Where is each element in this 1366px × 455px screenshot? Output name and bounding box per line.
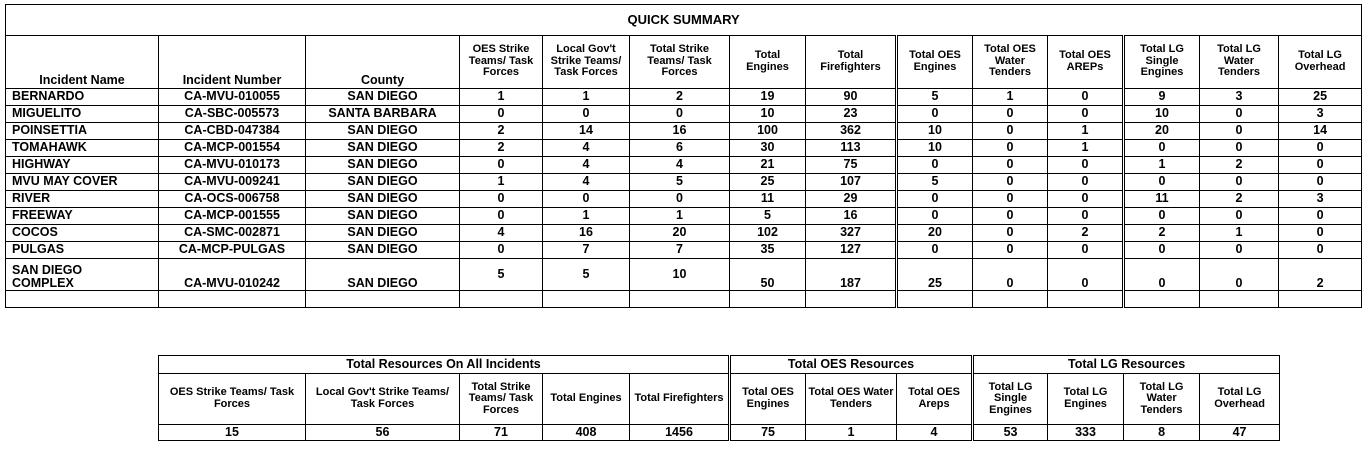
total-strike-teams-cell: 10 bbox=[630, 259, 730, 291]
table-row bbox=[6, 191, 1362, 208]
total-lg-single-engines-cell: 0 bbox=[1124, 259, 1200, 291]
local-gov-strike-teams-cell: 14 bbox=[543, 123, 630, 140]
total-strike-teams-cell: 6 bbox=[630, 140, 730, 157]
total-firefighters-cell: 23 bbox=[806, 106, 897, 123]
table-row bbox=[6, 123, 1362, 140]
incident-number-cell: CA-MVU-009241 bbox=[159, 174, 306, 191]
total-oes-water-tenders-cell: 0 bbox=[973, 225, 1048, 242]
local-gov-strike-teams-cell: 5 bbox=[543, 259, 630, 291]
total-engines-cell: 50 bbox=[730, 259, 806, 291]
total-engines-cell: 100 bbox=[730, 123, 806, 140]
county-cell: SAN DIEGO bbox=[306, 225, 460, 242]
total-oes-areps-cell: 1 bbox=[1048, 123, 1124, 140]
total-firefighters-cell: 127 bbox=[806, 242, 897, 259]
total-firefighters-cell: 362 bbox=[806, 123, 897, 140]
local-gov-strike-teams-cell: 16 bbox=[543, 225, 630, 242]
total-oes-areps-cell: 0 bbox=[1048, 89, 1124, 106]
incident-number-cell: CA-MCP-001555 bbox=[159, 208, 306, 225]
total-engines-cell: 25 bbox=[730, 174, 806, 191]
total-lg-water-tenders-cell: 3 bbox=[1200, 89, 1279, 106]
totals-oes-engines: 75 bbox=[730, 425, 806, 441]
total-oes-water-tenders-cell: 0 bbox=[973, 157, 1048, 174]
total-strike-teams-cell: 5 bbox=[630, 174, 730, 191]
oes-strike-teams-cell: 0 bbox=[460, 157, 543, 174]
total-oes-areps-cell: 0 bbox=[1048, 259, 1124, 291]
total-oes-water-tenders-cell: 0 bbox=[973, 106, 1048, 123]
total-lg-overhead-cell: 0 bbox=[1279, 140, 1362, 157]
total-oes-engines-cell: 5 bbox=[897, 174, 973, 191]
col-total-engines: Total Engines bbox=[730, 36, 806, 89]
incident-name-cell: POINSETTIA bbox=[6, 123, 159, 140]
summary-header-row bbox=[6, 36, 1362, 89]
table-row bbox=[6, 106, 1362, 123]
col-total-oes-areps: Total OES AREPs bbox=[1048, 36, 1124, 89]
incident-number-cell: CA-CBD-047384 bbox=[159, 123, 306, 140]
oes-strike-teams-cell: 2 bbox=[460, 140, 543, 157]
col-total-oes-water-tenders: Total OES Water Tenders bbox=[973, 36, 1048, 89]
incident-number-cell: CA-SBC-005573 bbox=[159, 106, 306, 123]
total-oes-water-tenders-cell: 0 bbox=[973, 259, 1048, 291]
total-oes-water-tenders-cell: 0 bbox=[973, 208, 1048, 225]
total-firefighters-cell: 327 bbox=[806, 225, 897, 242]
oes-strike-teams-cell: 0 bbox=[460, 191, 543, 208]
county-cell: SAN DIEGO bbox=[306, 89, 460, 106]
total-firefighters-cell: 29 bbox=[806, 191, 897, 208]
total-strike-teams-cell: 1 bbox=[630, 208, 730, 225]
total-engines-cell: 35 bbox=[730, 242, 806, 259]
totals-col-oes-water-tenders: Total OES Water Tenders bbox=[806, 374, 897, 425]
totals-col-lg-single-engines: Total LG Single Engines bbox=[973, 374, 1048, 425]
total-oes-engines-cell: 25 bbox=[897, 259, 973, 291]
total-oes-engines-cell: 0 bbox=[897, 208, 973, 225]
total-oes-engines-cell: 10 bbox=[897, 140, 973, 157]
total-lg-water-tenders-cell: 0 bbox=[1200, 174, 1279, 191]
total-lg-overhead-cell: 3 bbox=[1279, 191, 1362, 208]
incident-name-cell: MVU MAY COVER bbox=[6, 174, 159, 191]
incident-name-cell: MIGUELITO bbox=[6, 106, 159, 123]
totals-col-lg-engines: Total LG Engines bbox=[1048, 374, 1124, 425]
totals-lg-overhead: 47 bbox=[1200, 425, 1280, 441]
local-gov-strike-teams-cell: 0 bbox=[543, 191, 630, 208]
totals-table bbox=[158, 355, 1280, 441]
oes-strike-teams-cell: 0 bbox=[460, 106, 543, 123]
total-lg-overhead-cell: 0 bbox=[1279, 208, 1362, 225]
group-oes-resources: Total OES Resources bbox=[730, 356, 973, 374]
table-row bbox=[6, 259, 1362, 291]
total-strike-teams-cell: 4 bbox=[630, 157, 730, 174]
total-lg-single-engines-cell: 0 bbox=[1124, 208, 1200, 225]
totals-total-engines: 408 bbox=[543, 425, 630, 441]
oes-strike-teams-cell: 4 bbox=[460, 225, 543, 242]
county-cell: SAN DIEGO bbox=[306, 191, 460, 208]
col-total-firefighters: Total Firefighters bbox=[806, 36, 897, 89]
total-oes-engines-cell: 0 bbox=[897, 157, 973, 174]
total-lg-single-engines-cell: 11 bbox=[1124, 191, 1200, 208]
total-oes-engines-cell: 20 bbox=[897, 225, 973, 242]
total-engines-cell: 5 bbox=[730, 208, 806, 225]
total-engines-cell: 21 bbox=[730, 157, 806, 174]
total-strike-teams-cell: 16 bbox=[630, 123, 730, 140]
group-lg-resources: Total LG Resources bbox=[973, 356, 1280, 374]
total-oes-water-tenders-cell: 0 bbox=[973, 140, 1048, 157]
total-lg-water-tenders-cell: 1 bbox=[1200, 225, 1279, 242]
oes-strike-teams-cell: 0 bbox=[460, 242, 543, 259]
total-oes-engines-cell: 0 bbox=[897, 191, 973, 208]
local-gov-strike-teams-cell: 1 bbox=[543, 89, 630, 106]
total-lg-water-tenders-cell: 0 bbox=[1200, 259, 1279, 291]
total-lg-overhead-cell: 14 bbox=[1279, 123, 1362, 140]
table-row bbox=[6, 174, 1362, 191]
county-cell: SAN DIEGO bbox=[306, 259, 460, 291]
total-oes-engines-cell: 10 bbox=[897, 123, 973, 140]
totals-col-lg-water-tenders: Total LG Water Tenders bbox=[1124, 374, 1200, 425]
oes-strike-teams-cell: 0 bbox=[460, 208, 543, 225]
incident-number-cell: CA-SMC-002871 bbox=[159, 225, 306, 242]
totals-col-total-engines: Total Engines bbox=[543, 374, 630, 425]
incident-name-cell: RIVER bbox=[6, 191, 159, 208]
totals-lg-water-tenders: 8 bbox=[1124, 425, 1200, 441]
total-lg-single-engines-cell: 0 bbox=[1124, 140, 1200, 157]
total-firefighters-cell: 75 bbox=[806, 157, 897, 174]
oes-strike-teams-cell: 1 bbox=[460, 89, 543, 106]
total-oes-water-tenders-cell: 0 bbox=[973, 242, 1048, 259]
oes-strike-teams-cell: 5 bbox=[460, 259, 543, 291]
total-oes-areps-cell: 0 bbox=[1048, 174, 1124, 191]
incident-name-cell: TOMAHAWK bbox=[6, 140, 159, 157]
total-lg-single-engines-cell: 9 bbox=[1124, 89, 1200, 106]
total-strike-teams-cell: 2 bbox=[630, 89, 730, 106]
total-lg-overhead-cell: 25 bbox=[1279, 89, 1362, 106]
total-lg-single-engines-cell: 0 bbox=[1124, 174, 1200, 191]
totals-col-total-firefighters: Total Firefighters bbox=[630, 374, 730, 425]
empty-row bbox=[6, 291, 1362, 308]
total-strike-teams-cell: 0 bbox=[630, 106, 730, 123]
total-strike-teams-cell: 7 bbox=[630, 242, 730, 259]
total-oes-areps-cell: 0 bbox=[1048, 208, 1124, 225]
local-gov-strike-teams-cell: 0 bbox=[543, 106, 630, 123]
totals-local-gov-strike-teams: 56 bbox=[306, 425, 460, 441]
incident-name-cell: SAN DIEGO COMPLEX bbox=[6, 259, 159, 291]
col-county: County bbox=[306, 36, 460, 89]
total-oes-engines-cell: 0 bbox=[897, 242, 973, 259]
totals-lg-engines: 333 bbox=[1048, 425, 1124, 441]
total-lg-water-tenders-cell: 2 bbox=[1200, 191, 1279, 208]
total-lg-overhead-cell: 0 bbox=[1279, 174, 1362, 191]
total-engines-cell: 10 bbox=[730, 106, 806, 123]
total-oes-areps-cell: 0 bbox=[1048, 157, 1124, 174]
incident-number-cell: CA-MCP-001554 bbox=[159, 140, 306, 157]
county-cell: SAN DIEGO bbox=[306, 208, 460, 225]
totals-oes-water-tenders: 1 bbox=[806, 425, 897, 441]
total-oes-water-tenders-cell: 0 bbox=[973, 191, 1048, 208]
total-strike-teams-cell: 20 bbox=[630, 225, 730, 242]
total-lg-water-tenders-cell: 0 bbox=[1200, 242, 1279, 259]
totals-col-oes-strike-teams: OES Strike Teams/ Task Forces bbox=[159, 374, 306, 425]
total-firefighters-cell: 16 bbox=[806, 208, 897, 225]
total-oes-areps-cell: 0 bbox=[1048, 242, 1124, 259]
col-oes-strike-teams: OES Strike Teams/ Task Forces bbox=[460, 36, 543, 89]
total-lg-water-tenders-cell: 0 bbox=[1200, 208, 1279, 225]
local-gov-strike-teams-cell: 1 bbox=[543, 208, 630, 225]
oes-strike-teams-cell: 1 bbox=[460, 174, 543, 191]
local-gov-strike-teams-cell: 4 bbox=[543, 174, 630, 191]
local-gov-strike-teams-cell: 4 bbox=[543, 157, 630, 174]
county-cell: SAN DIEGO bbox=[306, 140, 460, 157]
incident-name-cell: HIGHWAY bbox=[6, 157, 159, 174]
county-cell: SAN DIEGO bbox=[306, 242, 460, 259]
county-cell: SAN DIEGO bbox=[306, 123, 460, 140]
incident-number-cell: CA-MVU-010173 bbox=[159, 157, 306, 174]
incident-name-cell: FREEWAY bbox=[6, 208, 159, 225]
totals-col-oes-engines: Total OES Engines bbox=[730, 374, 806, 425]
total-engines-cell: 102 bbox=[730, 225, 806, 242]
totals-header-row bbox=[159, 374, 1280, 425]
col-total-oes-engines: Total OES Engines bbox=[897, 36, 973, 89]
total-engines-cell: 30 bbox=[730, 140, 806, 157]
total-lg-water-tenders-cell: 2 bbox=[1200, 157, 1279, 174]
total-firefighters-cell: 187 bbox=[806, 259, 897, 291]
table-row bbox=[6, 208, 1362, 225]
table-row bbox=[6, 225, 1362, 242]
county-cell: SANTA BARBARA bbox=[306, 106, 460, 123]
table-row bbox=[6, 140, 1362, 157]
total-oes-engines-cell: 0 bbox=[897, 106, 973, 123]
incident-number-cell: CA-MCP-PULGAS bbox=[159, 242, 306, 259]
totals-total-strike-teams: 71 bbox=[460, 425, 543, 441]
totals-col-total-strike-teams: Total Strike Teams/ Task Forces bbox=[460, 374, 543, 425]
total-firefighters-cell: 90 bbox=[806, 89, 897, 106]
total-firefighters-cell: 113 bbox=[806, 140, 897, 157]
total-lg-overhead-cell: 0 bbox=[1279, 242, 1362, 259]
quick-summary-title: QUICK SUMMARY bbox=[6, 5, 1362, 36]
total-lg-water-tenders-cell: 0 bbox=[1200, 140, 1279, 157]
total-lg-single-engines-cell: 0 bbox=[1124, 242, 1200, 259]
total-oes-areps-cell: 1 bbox=[1048, 140, 1124, 157]
incident-name-cell: BERNARDO bbox=[6, 89, 159, 106]
col-total-lg-overhead: Total LG Overhead bbox=[1279, 36, 1362, 89]
quick-summary-table bbox=[5, 4, 1362, 308]
col-incident-number: Incident Number bbox=[159, 36, 306, 89]
total-oes-water-tenders-cell: 1 bbox=[973, 89, 1048, 106]
totals-col-oes-areps: Total OES Areps bbox=[897, 374, 973, 425]
total-lg-overhead-cell: 0 bbox=[1279, 157, 1362, 174]
col-local-gov-strike-teams: Local Gov't Strike Teams/ Task Forces bbox=[543, 36, 630, 89]
totals-total-firefighters: 1456 bbox=[630, 425, 730, 441]
totals-col-lg-overhead: Total LG Overhead bbox=[1200, 374, 1280, 425]
county-cell: SAN DIEGO bbox=[306, 174, 460, 191]
group-all-incidents: Total Resources On All Incidents bbox=[159, 356, 730, 374]
table-row bbox=[6, 157, 1362, 174]
total-oes-areps-cell: 0 bbox=[1048, 106, 1124, 123]
total-lg-overhead-cell: 2 bbox=[1279, 259, 1362, 291]
total-lg-single-engines-cell: 1 bbox=[1124, 157, 1200, 174]
total-lg-overhead-cell: 0 bbox=[1279, 225, 1362, 242]
total-oes-water-tenders-cell: 0 bbox=[973, 123, 1048, 140]
col-total-lg-water-tenders: Total LG Water Tenders bbox=[1200, 36, 1279, 89]
totals-col-local-gov-strike-teams: Local Gov't Strike Teams/ Task Forces bbox=[306, 374, 460, 425]
total-oes-engines-cell: 5 bbox=[897, 89, 973, 106]
total-engines-cell: 19 bbox=[730, 89, 806, 106]
table-row bbox=[6, 89, 1362, 106]
total-lg-single-engines-cell: 2 bbox=[1124, 225, 1200, 242]
total-engines-cell: 11 bbox=[730, 191, 806, 208]
total-lg-overhead-cell: 3 bbox=[1279, 106, 1362, 123]
total-lg-single-engines-cell: 10 bbox=[1124, 106, 1200, 123]
totals-oes-areps: 4 bbox=[897, 425, 973, 441]
oes-strike-teams-cell: 2 bbox=[460, 123, 543, 140]
total-oes-areps-cell: 0 bbox=[1048, 191, 1124, 208]
county-cell: SAN DIEGO bbox=[306, 157, 460, 174]
total-lg-single-engines-cell: 20 bbox=[1124, 123, 1200, 140]
col-total-strike-teams: Total Strike Teams/ Task Forces bbox=[630, 36, 730, 89]
total-lg-water-tenders-cell: 0 bbox=[1200, 123, 1279, 140]
totals-lg-single-engines: 53 bbox=[973, 425, 1048, 441]
col-incident-name: Incident Name bbox=[6, 36, 159, 89]
incident-name-cell: PULGAS bbox=[6, 242, 159, 259]
total-firefighters-cell: 107 bbox=[806, 174, 897, 191]
total-strike-teams-cell: 0 bbox=[630, 191, 730, 208]
total-oes-areps-cell: 2 bbox=[1048, 225, 1124, 242]
total-lg-water-tenders-cell: 0 bbox=[1200, 106, 1279, 123]
table-row bbox=[6, 242, 1362, 259]
incident-number-cell: CA-MVU-010242 bbox=[159, 259, 306, 291]
local-gov-strike-teams-cell: 7 bbox=[543, 242, 630, 259]
incident-number-cell: CA-MVU-010055 bbox=[159, 89, 306, 106]
total-oes-water-tenders-cell: 0 bbox=[973, 174, 1048, 191]
totals-values-row bbox=[159, 425, 1280, 441]
incident-name-cell: COCOS bbox=[6, 225, 159, 242]
incident-number-cell: CA-OCS-006758 bbox=[159, 191, 306, 208]
col-total-lg-single-engines: Total LG Single Engines bbox=[1124, 36, 1200, 89]
local-gov-strike-teams-cell: 4 bbox=[543, 140, 630, 157]
totals-oes-strike-teams: 15 bbox=[159, 425, 306, 441]
